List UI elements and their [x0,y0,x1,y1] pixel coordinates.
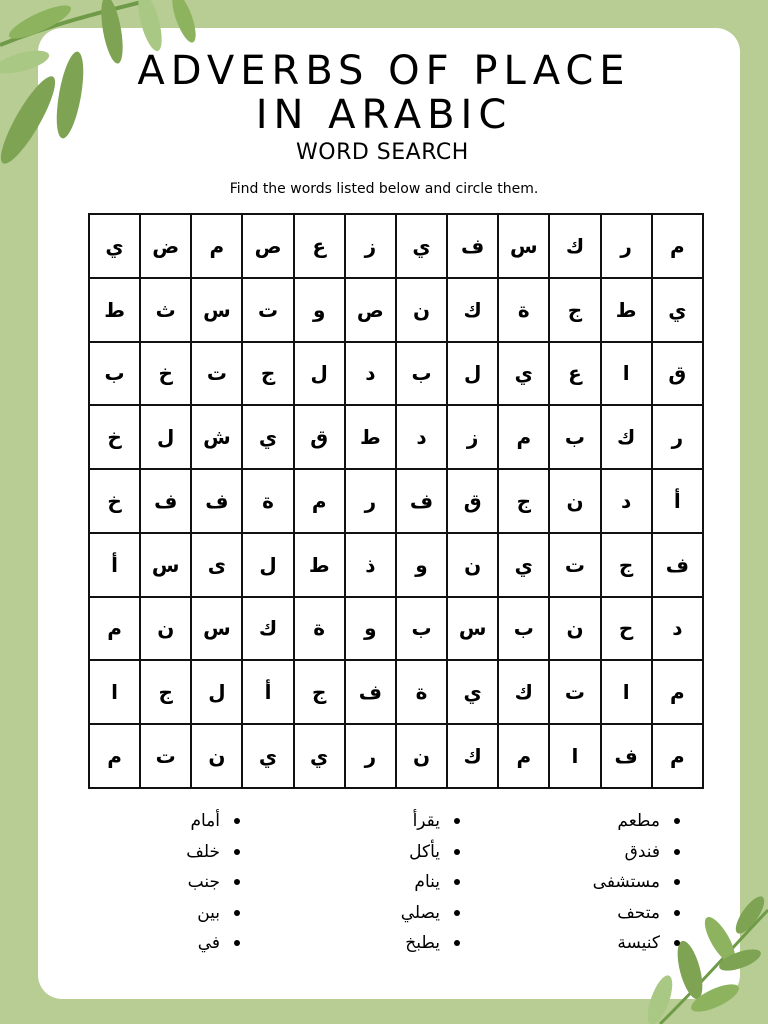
grid-cell[interactable]: ي [242,724,293,788]
grid-cell[interactable]: س [191,278,242,342]
word-list-item [150,867,240,898]
grid-cell[interactable]: ب [396,597,447,661]
grid-cell[interactable]: ط [601,278,652,342]
word-text: جنب [187,872,220,893]
grid-cell[interactable]: ت [549,660,600,724]
grid-cell[interactable]: ق [294,405,345,469]
bullet-icon [234,818,240,824]
grid-cell[interactable]: ر [345,724,396,788]
grid-cell[interactable]: ي [89,214,140,278]
word-text: يطبخ [405,933,440,954]
word-list-item [560,806,680,837]
word-text: كنيسة [617,933,660,954]
grid-row [89,597,703,661]
grid-row [89,724,703,788]
word-text: مطعم [617,811,660,832]
grid-cell[interactable]: م [89,724,140,788]
grid-cell[interactable]: ب [89,342,140,406]
grid-row [89,660,703,724]
word-search-grid [88,213,704,789]
grid-cell[interactable]: ف [191,469,242,533]
grid-cell[interactable]: ن [140,597,191,661]
grid-cell[interactable]: ة [498,278,549,342]
grid-cell[interactable]: ي [652,278,703,342]
grid-cell[interactable]: ص [242,214,293,278]
grid-cell[interactable]: م [652,724,703,788]
word-list-item [370,867,460,898]
grid-cell[interactable]: ج [601,533,652,597]
grid-cell[interactable]: ج [549,278,600,342]
grid-row [89,214,703,278]
grid-cell[interactable]: و [396,533,447,597]
grid-cell[interactable]: ن [549,597,600,661]
grid-cell[interactable]: ج [294,660,345,724]
grid-cell[interactable]: ر [652,405,703,469]
word-text: أمام [190,811,220,832]
bullet-icon [454,818,460,824]
grid-cell[interactable]: ب [549,405,600,469]
grid-cell[interactable]: ز [447,405,498,469]
grid-cell[interactable]: ت [549,533,600,597]
word-text: ينام [414,872,440,893]
grid-cell[interactable]: ا [601,660,652,724]
grid-cell[interactable]: ط [89,278,140,342]
grid-cell[interactable]: ط [345,405,396,469]
word-text: فندق [624,841,660,862]
grid-cell[interactable]: ن [549,469,600,533]
word-list-item [560,928,680,959]
word-list-item [150,928,240,959]
grid-row [89,278,703,342]
grid-cell[interactable]: ف [345,660,396,724]
grid-cell[interactable]: د [345,342,396,406]
grid-row [89,469,703,533]
grid-cell[interactable]: ا [89,660,140,724]
grid-cell[interactable]: أ [89,533,140,597]
grid-cell[interactable]: ر [345,469,396,533]
grid-cell[interactable]: ك [447,724,498,788]
grid-cell[interactable]: ك [498,660,549,724]
grid-cell[interactable]: س [447,597,498,661]
grid-cell[interactable]: ف [140,469,191,533]
bullet-icon [234,910,240,916]
grid-cell[interactable]: ط [294,533,345,597]
grid-cell[interactable]: ي [498,533,549,597]
title-line-2: IN ARABIC [255,92,513,138]
grid-cell[interactable]: م [652,214,703,278]
grid-cell[interactable]: م [89,597,140,661]
grid-cell[interactable]: ل [242,533,293,597]
grid-cell[interactable]: م [498,724,549,788]
grid-cell[interactable]: س [191,597,242,661]
grid-cell[interactable]: ج [242,342,293,406]
grid-cell[interactable]: ي [242,405,293,469]
bullet-icon [454,849,460,855]
grid-cell[interactable]: ث [140,278,191,342]
grid-cell[interactable]: ر [601,214,652,278]
grid-cell[interactable]: ب [498,597,549,661]
grid-cell[interactable]: م [191,214,242,278]
grid-cell[interactable]: ى [191,533,242,597]
grid-cell[interactable]: ي [447,660,498,724]
instruction-text: Find the words listed below and circle them. [229,181,539,197]
grid-cell[interactable]: ب [396,342,447,406]
grid-cell[interactable]: ي [498,342,549,406]
grid-row [89,342,703,406]
grid-cell[interactable]: م [498,405,549,469]
grid-cell[interactable]: ت [191,342,242,406]
grid-cell[interactable]: أ [242,660,293,724]
grid-cell[interactable]: خ [140,342,191,406]
grid-cell[interactable]: ا [601,342,652,406]
grid-cell[interactable]: ل [447,342,498,406]
grid-cell[interactable]: س [140,533,191,597]
grid-cell[interactable]: ن [396,724,447,788]
word-list-item [150,837,240,868]
grid-cell[interactable]: ج [498,469,549,533]
bullet-icon [454,879,460,885]
grid-cell[interactable]: ج [140,660,191,724]
grid-cell[interactable]: ف [652,533,703,597]
grid-cell[interactable]: ك [242,597,293,661]
grid-cell[interactable]: ذ [345,533,396,597]
bullet-icon [674,940,680,946]
grid-cell[interactable]: ع [294,214,345,278]
grid-cell[interactable]: ف [396,469,447,533]
bullet-icon [674,818,680,824]
grid-cell[interactable]: ت [140,724,191,788]
grid-cell[interactable]: ق [652,342,703,406]
word-list-item [370,928,460,959]
word-list-right [560,806,680,959]
bullet-icon [674,849,680,855]
grid-cell[interactable]: ض [140,214,191,278]
grid-cell[interactable]: ا [549,724,600,788]
bullet-icon [674,879,680,885]
grid-cell[interactable]: ي [294,724,345,788]
grid-cell[interactable]: ز [345,214,396,278]
grid-cell[interactable]: ن [191,724,242,788]
grid-cell[interactable]: و [294,278,345,342]
grid-cell[interactable]: ة [396,660,447,724]
grid-cell[interactable]: و [345,597,396,661]
grid-cell[interactable]: خ [89,469,140,533]
word-text: متحف [617,902,660,923]
word-list-item [370,898,460,929]
grid-cell[interactable]: ش [191,405,242,469]
grid-cell[interactable]: ي [396,214,447,278]
grid-cell[interactable]: د [601,469,652,533]
word-list-left [150,806,240,959]
word-text: في [197,933,220,954]
bullet-icon [674,910,680,916]
bullet-icon [234,849,240,855]
grid-cell[interactable]: ك [549,214,600,278]
grid-cell[interactable]: ت [242,278,293,342]
grid-cell[interactable]: ك [447,278,498,342]
grid-cell[interactable]: ص [345,278,396,342]
word-list-item [560,867,680,898]
grid-cell[interactable]: ن [396,278,447,342]
grid-cell[interactable]: ح [601,597,652,661]
grid-cell[interactable]: ف [447,214,498,278]
word-text: يقرأ [412,811,440,832]
grid-cell[interactable]: ك [601,405,652,469]
word-text: مستشفى [592,872,660,893]
title-line-1: ADVERBS OF PLACE [137,48,631,94]
word-list-item [150,898,240,929]
word-list-item [150,806,240,837]
word-text: بين [197,902,220,923]
grid-cell[interactable]: د [396,405,447,469]
grid-cell[interactable]: ف [601,724,652,788]
grid-row [89,405,703,469]
grid-cell[interactable]: م [652,660,703,724]
grid-cell[interactable]: د [652,597,703,661]
grid-cell[interactable]: أ [652,469,703,533]
word-text: يأكل [409,841,440,862]
grid-cell[interactable]: ة [294,597,345,661]
grid-cell[interactable]: خ [89,405,140,469]
word-text: خلف [186,841,220,862]
bullet-icon [454,940,460,946]
grid-cell[interactable]: ع [549,342,600,406]
grid-row [89,533,703,597]
grid-cell[interactable]: ق [447,469,498,533]
bullet-icon [454,910,460,916]
grid-cell[interactable]: م [294,469,345,533]
subtitle: WORD SEARCH [296,140,469,165]
word-list-item [370,806,460,837]
grid-cell[interactable]: ن [447,533,498,597]
word-list-item [370,837,460,868]
grid-cell[interactable]: ل [140,405,191,469]
grid-cell[interactable]: ل [191,660,242,724]
word-list-middle [370,806,460,959]
word-text: يصلي [400,902,440,923]
bullet-icon [234,879,240,885]
grid-cell[interactable]: س [498,214,549,278]
grid-cell[interactable]: ة [242,469,293,533]
grid-cell[interactable]: ل [294,342,345,406]
word-list-item [560,837,680,868]
word-list-item [560,898,680,929]
bullet-icon [234,940,240,946]
